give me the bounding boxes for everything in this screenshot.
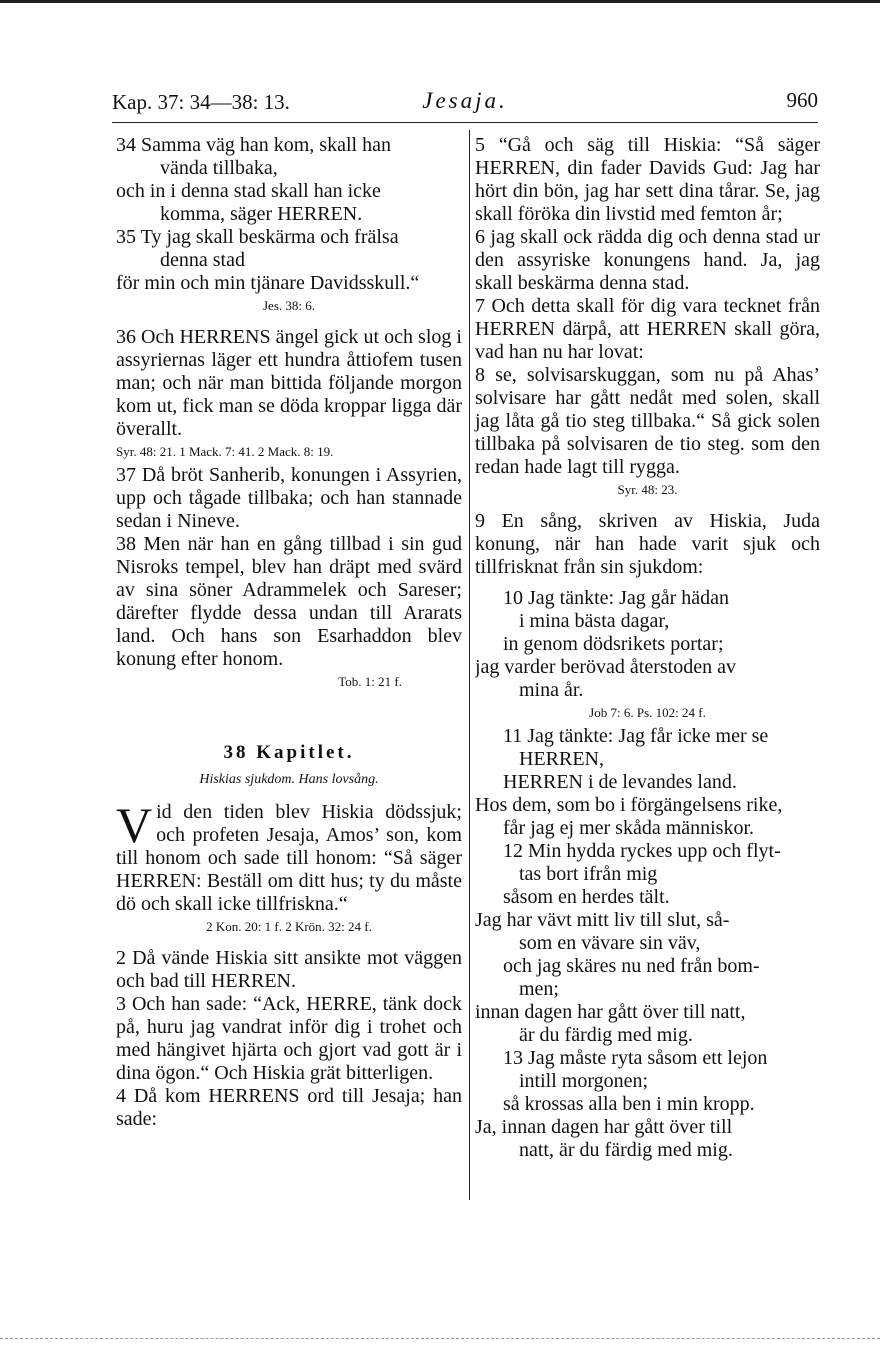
verse-11 [475, 725, 820, 840]
verse-line: vända tillbaka, [160, 157, 278, 179]
verse-line: HERREN, [519, 748, 604, 770]
drop-cap: V [116, 797, 153, 853]
verse-line: 12 Min hydda ryckes upp och flyt- [503, 840, 781, 862]
page-number: 960 [786, 88, 818, 112]
column-divider [469, 130, 470, 1200]
verse-36: 36 Och HERRENS ängel gick ut och slog i assyriernas läger ett hundra åttiofem tusen man; och när man bittida följande morgon kom ut, fick man se döda kroppar ligga där överallt. [116, 326, 462, 440]
verse-34 [116, 134, 462, 226]
verse-line: får jag ej mer skåda människor. [503, 817, 755, 839]
cross-reference: Syr. 48: 23. [617, 482, 678, 497]
right-column [475, 134, 820, 1162]
page-top-border [0, 0, 880, 3]
verse-line: 11 Jag tänkte: Jag får icke mer se [503, 725, 769, 747]
verse-4: 4 Då kom HERRENS ord till Jesaja; han sade: [116, 1085, 462, 1130]
chapter-range: Kap. 37: 34—38: 13. [112, 90, 290, 114]
verse-line: men; [519, 978, 559, 1000]
verse-1-text: id den tiden blev Hiskia dödssjuk; och profeten Jesaja, Amos’ son, kom till honom och sade till honom: “Så säger HERREN: Beställ om ditt hus; ty du måste dö och skall icke tillfriskna.“ [116, 801, 462, 915]
verse-line: som en vävare sin väv, [519, 932, 701, 954]
verse-8: 8 se, solvisarskuggan, som nu på Ahas’ solvisare har gått nedåt med solen, skall jag låta gå tio steg tillbaka.“ Så gick solen tillbaka på solvisaren de tio steg. som den redan hade lagt till rygga. [475, 364, 820, 478]
verse-38: 38 Men när han en gång tillbad i sin gud Nisroks tempel, blev han dräpt med svärd av sina söner Adrammelek och Sareser; därefter flydde dessa undan till Ararats land. Och hans son Esarhaddon blev konung efter honom. [116, 533, 462, 670]
verse-13 [475, 1047, 820, 1162]
running-header [112, 86, 818, 120]
verse-35 [116, 226, 462, 295]
verse-line: 13 Jag måste ryta såsom ett lejon [503, 1047, 768, 1069]
verse-line: 10 Jag tänkte: Jag går hädan [503, 587, 730, 609]
verse-line: Ja, innan dagen har gått över till [475, 1116, 733, 1138]
verse-line: tas bort ifrån mig [519, 863, 658, 885]
verse-3: 3 Och han sade: “Ack, HERRE, tänk dock på, huru jag vandrat inför dig i trohet och med hängivet hjärta och gjort vad gott är i dina ögon.“ Och Hiskia grät bitterligen. [116, 993, 462, 1084]
verse-line: för min och min tjänare Davidsskull.“ [116, 272, 420, 294]
verse-line: 34 Samma väg han kom, skall han [116, 134, 391, 156]
verse-5: 5 “Gå och säg till Hiskia: “Så säger HERREN, din fader Davids Gud: Jag har hört din bön, jag har sett dina tårar. Se, jag skall föröka din livstid med femton år; [475, 134, 820, 225]
cross-reference: 2 Kon. 20: 1 f. 2 Krön. 32: 24 f. [206, 919, 372, 934]
verse-line: i mina bästa dagar, [519, 610, 670, 632]
verse-line: mina år. [519, 679, 584, 701]
verse-10 [475, 587, 820, 702]
verse-line: så krossas alla ben i min kropp. [503, 1093, 755, 1115]
chapter-heading: 38 Kapitlet. [223, 742, 355, 763]
chapter-summary: Hiskias sjukdom. Hans lovsång. [199, 772, 379, 787]
verse-2: 2 Då vände Hiskia sitt ansikte mot väggen och bad till HERREN. [116, 947, 462, 992]
cross-reference: Syr. 48: 21. 1 Mack. 7: 41. 2 Mack. 8: 19. [116, 444, 334, 459]
verse-line: jag varder berövad återstoden av [475, 656, 736, 678]
verse-line: in genom dödsrikets portar; [503, 633, 724, 655]
verse-line: och jag skäres nu ned från bom- [503, 955, 760, 977]
verse-7: 7 Och detta skall för dig vara tecknet från HERREN därpå, att HERREN skall göra, vad han nu har lovat: [475, 295, 820, 363]
verse-line: och in i denna stad skall han icke [116, 180, 381, 202]
cross-reference: Tob. 1: 21 f. [338, 674, 402, 689]
verse-line: HERREN i de levandes land. [503, 771, 737, 793]
verse-line: innan dagen har gått över till natt, [475, 1001, 746, 1023]
page-bottom-edge [0, 1338, 880, 1339]
verse-line: är du färdig med mig. [519, 1024, 693, 1046]
verse-line: Hos dem, som bo i förgängelsens rike, [475, 794, 783, 816]
verse-line: denna stad [160, 249, 245, 271]
verse-line: Jag har vävt mitt liv till slut, så- [475, 909, 730, 931]
cross-reference: Jes. 38: 6. [263, 298, 315, 313]
verse-9: 9 En sång, skriven av Hiskia, Juda konung, när han hade varit sjuk och tillfrisknat från sin sjukdom: [475, 510, 820, 578]
verse-37: 37 Då bröt Sanherib, konungen i Assyrien, upp och tågade tillbaka; och han stannade sedan i Nineve. [116, 464, 462, 532]
verse-line: 35 Ty jag skall beskärma och frälsa [116, 226, 399, 248]
verse-6: 6 jag skall ock rädda dig och denna stad ur den assyriske konungens hand. Ja, jag skall beskärma denna stad. [475, 226, 820, 294]
verse-line: komma, säger HERREN. [160, 203, 363, 225]
verse-line: intill morgonen; [519, 1070, 649, 1092]
verse-line: såsom en herdes tält. [503, 886, 670, 908]
left-column [116, 134, 462, 1131]
verse-1 [116, 797, 462, 916]
cross-reference: Job 7: 6. Ps. 102: 24 f. [589, 705, 706, 720]
verse-line: natt, är du färdig med mig. [519, 1139, 733, 1161]
verse-12 [475, 840, 820, 1047]
header-rule [112, 122, 818, 123]
book-title: Jesaja. [422, 88, 508, 113]
